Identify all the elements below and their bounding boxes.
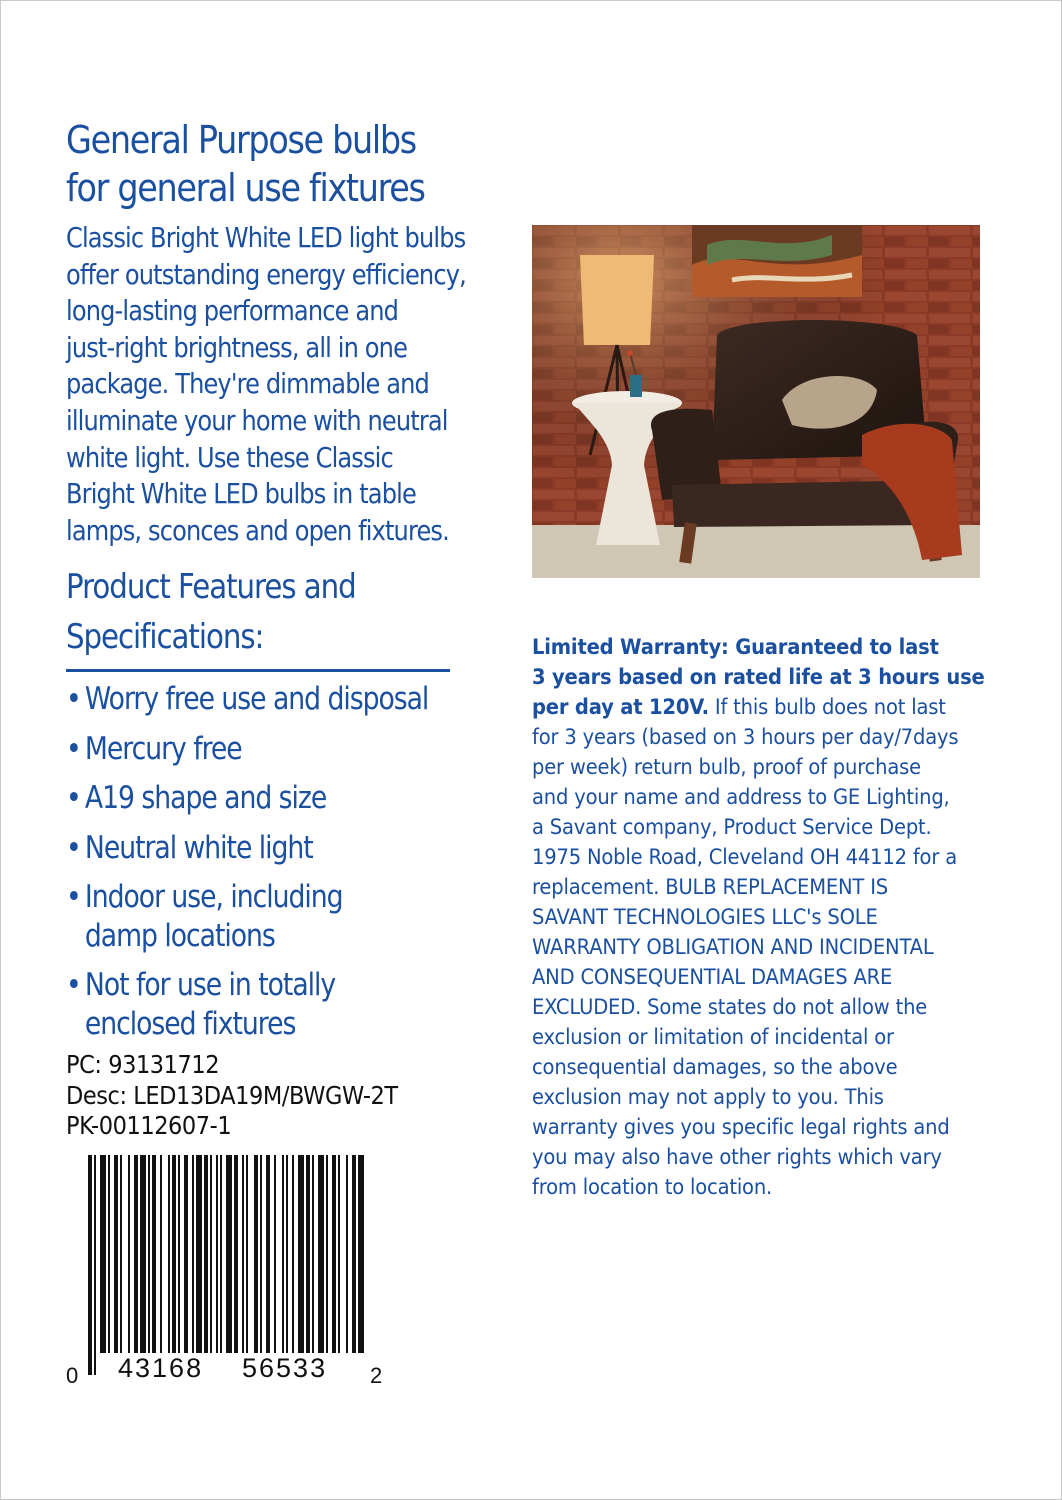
barcode-bar: [172, 1155, 176, 1353]
barcode-bar: [346, 1155, 348, 1353]
intro-line: white light. Use these Classic: [66, 440, 393, 474]
warranty-line: for 3 years (based on 3 hours per day/7days: [532, 725, 959, 749]
bullet-icon: •: [66, 829, 81, 866]
barcode-bar: [204, 1155, 208, 1353]
feature-item: [66, 829, 427, 868]
barcode-bar: [286, 1155, 288, 1353]
section-divider: [66, 669, 450, 672]
barcode-bar: [148, 1155, 150, 1353]
features-list: [66, 680, 486, 1054]
intro-line: package. They're dimmable and: [66, 367, 429, 401]
feature-text: enclosed fixtures: [84, 1005, 296, 1042]
feature-text: Mercury free: [84, 730, 242, 767]
barcode-bar: [108, 1155, 110, 1353]
title-line: General Purpose bulbs: [66, 118, 416, 162]
warranty-line: WARRANTY OBLIGATION AND INCIDENTAL: [532, 935, 934, 959]
warranty-line: replacement. BULB REPLACEMENT IS: [532, 875, 888, 899]
feature-item: [66, 966, 427, 1043]
product-code-pc: PC: 93131712: [66, 1050, 220, 1079]
warranty-line: warranty gives you specific legal rights and: [532, 1115, 950, 1139]
barcode-bar: [226, 1155, 232, 1353]
upc-barcode: [62, 1155, 392, 1391]
wall-painting: [692, 225, 862, 297]
feature-item: [66, 779, 427, 818]
barcode-bars: [88, 1155, 364, 1375]
barcode-bar: [220, 1155, 222, 1353]
title-line: for general use fixtures: [66, 166, 425, 210]
barcode-bar: [234, 1155, 238, 1353]
barcode-bar: [178, 1155, 180, 1353]
feature-item: [66, 730, 427, 769]
barcode-bar: [94, 1155, 96, 1375]
barcode-bar: [246, 1155, 248, 1353]
barcode-bar: [100, 1155, 106, 1353]
barcode-check-digit: 2: [370, 1363, 383, 1388]
intro-line: just-right brightness, all in one: [66, 330, 408, 364]
intro-line: lamps, sconces and open fixtures.: [66, 513, 449, 547]
intro-paragraph: [66, 220, 466, 549]
feature-item: [66, 680, 427, 719]
barcode-bar: [210, 1155, 212, 1353]
limited-warranty-text: [532, 632, 985, 1202]
warranty-line: from location to location.: [532, 1175, 773, 1199]
barcode-bar: [312, 1155, 314, 1353]
product-lifestyle-photo: [532, 225, 980, 578]
intro-line: long-lasting performance and: [66, 294, 399, 328]
barcode-left-group: 43168: [118, 1353, 204, 1383]
bullet-icon: •: [66, 780, 81, 816]
barcode-bar: [274, 1155, 276, 1353]
barcode-bar: [196, 1155, 202, 1353]
barcode-bar: [242, 1155, 244, 1353]
warranty-line: exclusion may not apply to you. This: [532, 1085, 884, 1109]
barcode-bar: [128, 1155, 130, 1353]
feature-text: Indoor use, including: [84, 879, 343, 915]
barcode-bar: [282, 1155, 284, 1353]
barcode-bar: [114, 1155, 118, 1353]
warranty-line: 1975 Noble Road, Cleveland OH 44112 for a: [532, 845, 957, 869]
warranty-line: a Savant company, Product Service Dept.: [532, 815, 932, 839]
barcode-bar: [260, 1155, 262, 1353]
feature-item: [66, 878, 427, 955]
features-heading: [66, 562, 444, 662]
barcode-bar: [254, 1155, 258, 1353]
barcode-bar: [318, 1155, 324, 1353]
barcode-bar: [298, 1155, 304, 1353]
warranty-mixed-line: [532, 692, 969, 722]
barcode-bar: [192, 1155, 194, 1353]
warranty-bold-line: 3 years based on rated life at 3 hours use: [532, 665, 985, 689]
intro-line: offer outstanding energy efficiency,: [66, 257, 466, 291]
barcode-bar: [184, 1155, 188, 1353]
barcode-bar: [358, 1155, 364, 1353]
warranty-line: consequential damages, so the above: [532, 1055, 898, 1079]
barcode-bar: [120, 1155, 122, 1353]
features-heading-line: Product Features and: [66, 567, 356, 607]
warranty-line: per week) return bulb, proof of purchase: [532, 755, 921, 779]
barcode-bar: [88, 1155, 92, 1375]
barcode-bar: [140, 1155, 146, 1353]
product-codes: [66, 1050, 444, 1142]
barcode-bar: [168, 1155, 170, 1353]
bullet-icon: •: [66, 730, 81, 767]
features-heading-line: Specifications:: [66, 617, 264, 657]
barcode-bar: [326, 1155, 328, 1353]
warranty-line: you may also have other rights which vary: [532, 1145, 942, 1169]
warranty-bold-line: Limited Warranty: Guaranteed to last: [532, 635, 939, 659]
feature-text: Not for use in totally: [84, 967, 336, 1003]
barcode-bar: [152, 1155, 156, 1353]
warranty-line: EXCLUDED. Some states do not allow the: [532, 995, 928, 1019]
barcode-bar: [332, 1155, 336, 1353]
intro-line: Classic Bright White LED light bulbs: [66, 221, 466, 254]
barcode-bar: [338, 1155, 340, 1353]
barcode-bar: [216, 1155, 218, 1353]
page-title: [66, 116, 453, 212]
barcode-bar: [306, 1155, 310, 1353]
warranty-line: SAVANT TECHNOLOGIES LLC's SOLE: [532, 905, 878, 929]
feature-text: damp locations: [84, 917, 275, 954]
product-code-pk: PK-00112607-1: [66, 1111, 232, 1140]
warranty-line: exclusion or limitation of incidental or: [532, 1025, 894, 1049]
barcode-bar: [352, 1155, 356, 1353]
bullet-icon: •: [66, 681, 81, 717]
barcode-bar: [134, 1155, 138, 1353]
intro-line: illuminate your home with neutral: [66, 403, 448, 437]
barcode-bar: [292, 1155, 294, 1353]
barcode-bar: [266, 1155, 270, 1353]
feature-text: A19 shape and size: [84, 780, 327, 816]
warranty-regular-tail: If this bulb does not last: [708, 695, 946, 719]
bullet-icon: •: [66, 879, 81, 915]
warranty-line: and your name and address to GE Lighting,: [532, 785, 950, 809]
warranty-bold-tail: per day at 120V.: [532, 695, 709, 719]
warranty-line: AND CONSEQUENTIAL DAMAGES ARE: [532, 965, 893, 989]
feature-text: Worry free use and disposal: [84, 681, 429, 717]
feature-text: Neutral white light: [84, 829, 313, 866]
barcode-lead-digit: 0: [66, 1363, 79, 1388]
barcode-right-group: 56533: [242, 1353, 328, 1383]
product-code-desc: Desc: LED13DA19M/BWGW-2T: [66, 1080, 398, 1110]
intro-line: Bright White LED bulbs in table: [66, 477, 416, 511]
bullet-icon: •: [66, 967, 81, 1003]
barcode-bar: [160, 1155, 162, 1353]
